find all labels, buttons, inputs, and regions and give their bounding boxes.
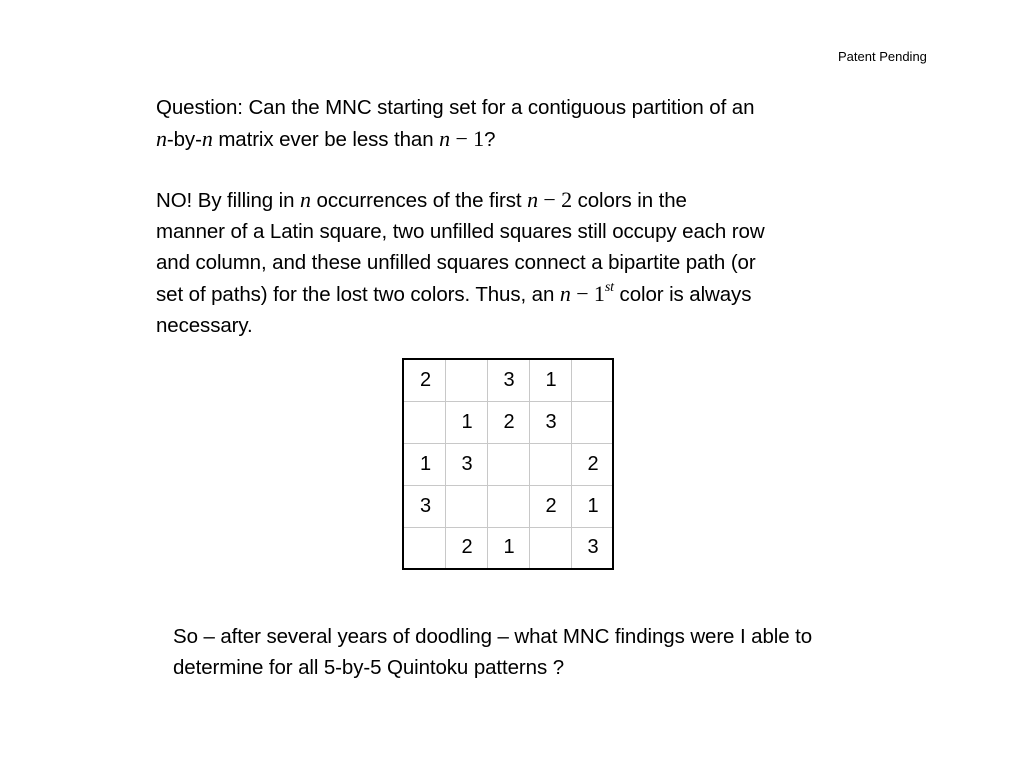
question-line-2	[156, 123, 876, 155]
answer-no-text: NO! By filling in	[156, 189, 301, 212]
answer-line-1	[156, 184, 876, 216]
grid-cell	[403, 527, 445, 569]
grid-cell: 1	[487, 527, 529, 569]
grid-cell: 2	[529, 485, 571, 527]
math-expression-n-minus-1	[439, 126, 484, 151]
math-two: 2	[561, 187, 573, 212]
grid-row	[403, 485, 613, 527]
math-expression-n-minus-2	[527, 187, 572, 212]
grid-cell: 2	[403, 359, 445, 401]
math-one: 1	[593, 281, 605, 306]
grid-cell	[571, 401, 613, 443]
answer-line-5: necessary.	[156, 314, 253, 337]
grid-cell: 3	[445, 443, 487, 485]
question-paragraph	[156, 92, 876, 155]
grid-cell: 3	[403, 485, 445, 527]
latin-square-grid	[402, 358, 614, 570]
answer-paths-text: set of paths) for the lost two colors. Thus, an	[156, 283, 560, 306]
grid-cell	[487, 443, 529, 485]
answer-always-text: color is always	[613, 283, 752, 306]
question-by-text: -by-	[166, 128, 202, 151]
grid-cell	[445, 485, 487, 527]
closing-paragraph	[173, 621, 933, 683]
closing-line-2: determine for all 5-by-5 Quintoku patterns ?	[173, 656, 564, 679]
grid-row	[403, 401, 613, 443]
question-mark: ?	[484, 128, 496, 151]
grid-cell	[487, 485, 529, 527]
grid-cell	[529, 527, 571, 569]
answer-colors-text: colors in the	[572, 189, 687, 212]
math-var-n: n	[156, 126, 167, 151]
math-var-n: n	[559, 281, 571, 306]
math-var-n: n	[201, 126, 213, 151]
math-minus: −	[570, 281, 594, 306]
grid-cell: 1	[403, 443, 445, 485]
grid-cell: 1	[529, 359, 571, 401]
grid-cell	[529, 443, 571, 485]
math-expression-n-minus-1st	[560, 281, 605, 306]
grid-cell: 3	[487, 359, 529, 401]
grid-cell	[403, 401, 445, 443]
grid-cell: 2	[571, 443, 613, 485]
closing-line-1: So – after several years of doodling – what MNC findings were I able to	[173, 625, 812, 648]
grid-cell: 1	[445, 401, 487, 443]
math-minus: −	[450, 126, 474, 151]
grid-cell: 1	[571, 485, 613, 527]
answer-occurrences-text: occurrences of the first	[310, 189, 528, 212]
patent-pending-label: Patent Pending	[838, 49, 927, 64]
grid-cell	[571, 359, 613, 401]
answer-paragraph	[156, 184, 876, 341]
grid-row	[403, 443, 613, 485]
question-line-1: Question: Can the MNC starting set for a contiguous partition of an	[156, 96, 755, 119]
grid-cell: 2	[487, 401, 529, 443]
answer-line-3: and column, and these unfilled squares connect a bipartite path (or	[156, 251, 756, 274]
grid-row	[403, 527, 613, 569]
math-var-n: n	[527, 187, 538, 212]
grid-row	[403, 359, 613, 401]
grid-cell: 3	[571, 527, 613, 569]
grid-cell	[445, 359, 487, 401]
math-var-n: n	[300, 187, 311, 212]
question-matrix-text: matrix ever be less than	[212, 128, 440, 151]
answer-line-2: manner of a Latin square, two unfilled squares still occupy each row	[156, 220, 765, 243]
math-minus: −	[538, 187, 562, 212]
math-var-n: n	[439, 126, 451, 151]
math-superscript-st: st	[604, 280, 614, 295]
grid-cell: 2	[445, 527, 487, 569]
math-one: 1	[473, 126, 485, 151]
answer-line-4	[156, 278, 876, 310]
grid-cell: 3	[529, 401, 571, 443]
